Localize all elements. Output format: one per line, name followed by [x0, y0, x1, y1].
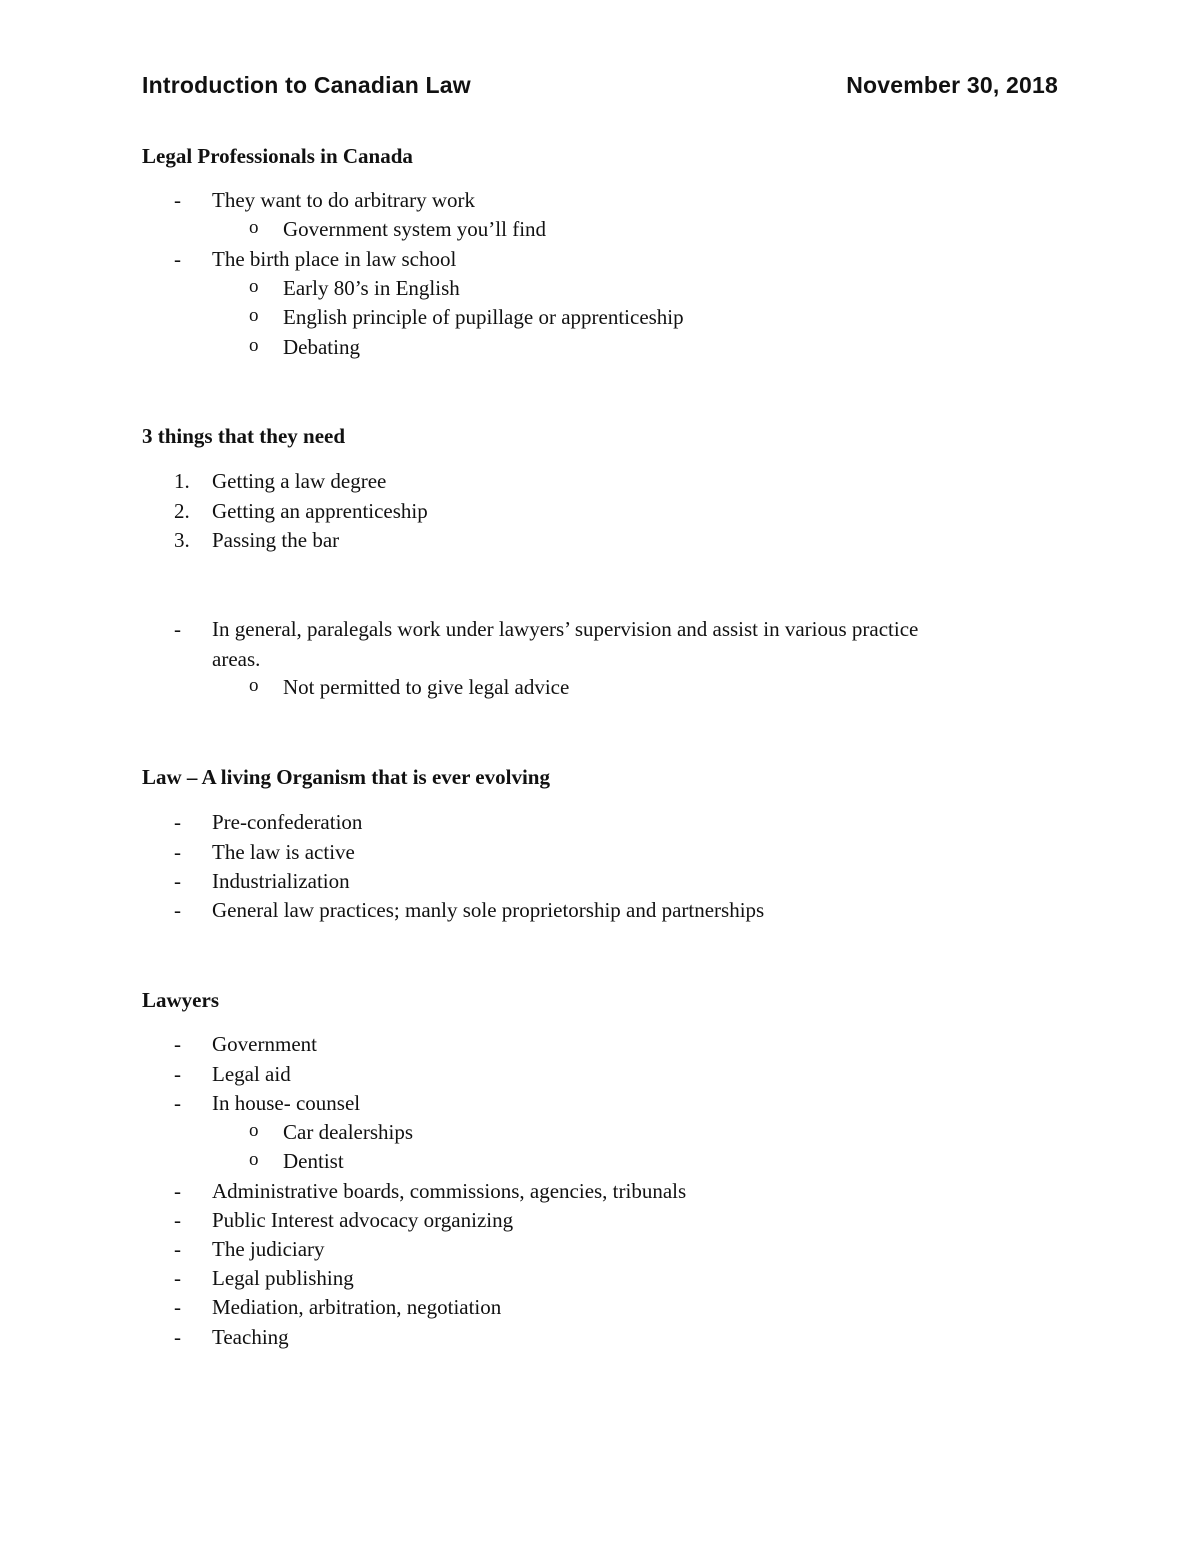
- dash-bullet: -: [174, 1325, 181, 1349]
- list-item-text: Administrative boards, commissions, agencies, tribunals: [212, 1179, 687, 1203]
- list-item-text: Legal publishing: [212, 1266, 354, 1290]
- section-title-three-things: 3 things that they need: [142, 424, 346, 448]
- list-item-text: General law practices; manly sole proprietorship and partnerships: [212, 898, 765, 922]
- circle-bullet: o: [249, 1149, 259, 1170]
- dash-bullet: -: [174, 1179, 181, 1203]
- document-date: November 30, 2018: [846, 72, 1058, 98]
- circle-bullet: o: [249, 335, 259, 356]
- list-item-text: Car dealerships: [283, 1120, 414, 1144]
- list-item-text: The judiciary: [212, 1237, 325, 1261]
- list-item-text: Getting an apprenticeship: [212, 499, 428, 523]
- list-item-text: Government system you’ll find: [283, 217, 547, 241]
- dash-bullet: -: [174, 1266, 181, 1290]
- dash-bullet: -: [174, 188, 181, 212]
- list-item-text: In house- counsel: [212, 1091, 361, 1115]
- dash-bullet: -: [174, 617, 181, 641]
- section-title-living-organism: Law – A living Organism that is ever evolving: [142, 765, 550, 789]
- section-title-legal-professionals: Legal Professionals in Canada: [142, 144, 413, 168]
- dash-bullet: -: [174, 1062, 181, 1086]
- list-item-text: Getting a law degree: [212, 469, 387, 493]
- circle-bullet: o: [249, 305, 259, 326]
- section-title-lawyers: Lawyers: [142, 988, 219, 1012]
- list-item-text: Government: [212, 1032, 317, 1056]
- dash-bullet: -: [174, 1295, 181, 1319]
- list-item-text: English principle of pupillage or apprenticeship: [283, 305, 684, 329]
- list-item-text: Public Interest advocacy organizing: [212, 1208, 514, 1232]
- circle-bullet: o: [249, 1120, 259, 1141]
- list-item-text: Dentist: [283, 1149, 344, 1173]
- dash-bullet: -: [174, 810, 181, 834]
- list-item-text: Pre-confederation: [212, 810, 363, 834]
- dash-bullet: -: [174, 840, 181, 864]
- list-item-text: The birth place in law school: [212, 247, 457, 271]
- circle-bullet: o: [249, 217, 259, 238]
- item-number: 1.: [174, 469, 190, 493]
- list-item-text: Not permitted to give legal advice: [283, 675, 570, 699]
- list-item-text: Industrialization: [212, 869, 350, 893]
- list-item-text: Mediation, arbitration, negotiation: [212, 1295, 502, 1319]
- list-item-text: The law is active: [212, 840, 355, 864]
- circle-bullet: o: [249, 276, 259, 297]
- dash-bullet: -: [174, 1091, 181, 1115]
- page-header: [142, 72, 1058, 99]
- item-number: 3.: [174, 528, 190, 552]
- list-item-text: In general, paralegals work under lawyers’ supervision and assist in various practice: [212, 617, 919, 641]
- item-number: 2.: [174, 499, 190, 523]
- list-item-text: Debating: [283, 335, 360, 359]
- list-item-text: Early 80’s in English: [283, 276, 460, 300]
- list-item-text: Passing the bar: [212, 528, 340, 552]
- dash-bullet: -: [174, 898, 181, 922]
- dash-bullet: -: [174, 1237, 181, 1261]
- list-item-text: Teaching: [212, 1325, 289, 1349]
- dash-bullet: -: [174, 869, 181, 893]
- list-item-text: Legal aid: [212, 1062, 291, 1086]
- dash-bullet: -: [174, 247, 181, 271]
- dash-bullet: -: [174, 1208, 181, 1232]
- document-title: Introduction to Canadian Law: [142, 72, 471, 98]
- list-item-continuation: areas.: [212, 647, 261, 671]
- circle-bullet: o: [249, 675, 259, 696]
- dash-bullet: -: [174, 1032, 181, 1056]
- list-item-text: They want to do arbitrary work: [212, 188, 476, 212]
